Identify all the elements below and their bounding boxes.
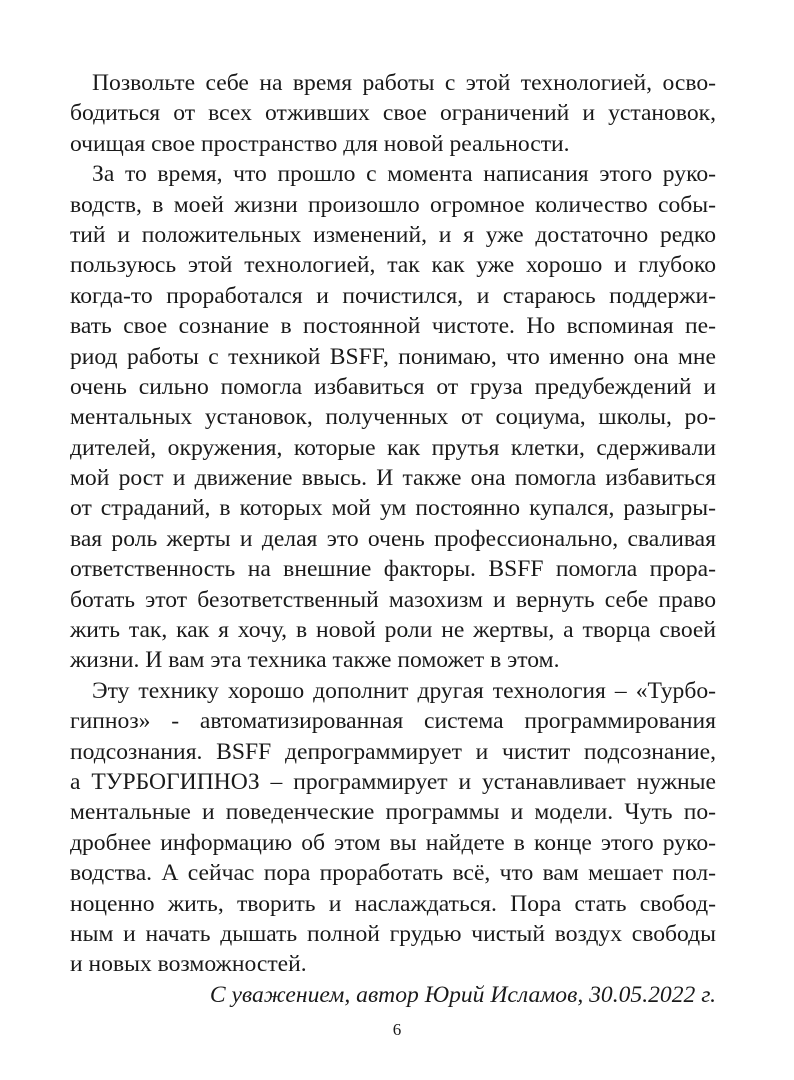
text-line: водства. А сейчас пора проработать всё, что вам мешает пол- (70, 860, 716, 887)
author-signature: С уважением, автор Юрий Исламов, 30.05.2022 г. (209, 981, 716, 1008)
page-number: 6 (392, 1020, 402, 1039)
text-line: ментальных установок, полученных от социума, школы, ро- (70, 404, 716, 431)
text-line: и новых возможностей. (70, 951, 307, 978)
text-line: жизни. И вам эта техника также поможет в этом. (70, 647, 560, 674)
text-line: вать свое сознание в постоянной чистоте. Но вспоминая пе- (70, 313, 716, 340)
text-line: очень сильно помогла избавиться от груза предубеждений и (70, 373, 716, 400)
text-line: гипноз» - автоматизированная система программирования (70, 708, 716, 735)
text-line: пользуюсь этой технологией, так как уже хорошо и глубоко (70, 252, 716, 279)
text-line: ноценно жить, творить и наслаждаться. Пора стать свобод- (70, 890, 716, 917)
text-line: водств, в моей жизни произошло огромное количество собы- (70, 191, 716, 218)
text-line: от страданий, в которых мой ум постоянно купался, разыгры- (70, 495, 716, 522)
text-line: а ТУРБОГИПНОЗ – программирует и устанавливает нужные (70, 768, 716, 795)
text-line: когда-то проработался и почистился, и стараюсь поддержи- (70, 282, 716, 309)
text-line: бодиться от всех отживших свое ограничений и установок, (70, 100, 716, 127)
paragraph-1 (70, 68, 716, 159)
body-text (70, 68, 716, 1010)
text-line: мой рост и движение ввысь. И также она помогла избавиться (70, 465, 716, 492)
text-line: ботать этот безответственный мазохизм и вернуть себе право (70, 586, 716, 613)
text-line: очищая свое пространство для новой реальности. (70, 130, 570, 157)
text-line: ментальные и поведенческие программы и модели. Чуть по- (70, 799, 716, 826)
text-line: риод работы с техникой BSFF, понимаю, что именно она мне (70, 343, 716, 370)
text-line: подсознания. BSFF депрограммирует и чистит подсознание, (70, 738, 716, 765)
text-line: жить так, как я хочу, в новой роли не жертвы, а творца своей (70, 617, 716, 644)
text-line: За то время, что прошло с момента написания этого руко- (92, 161, 716, 188)
text-line: вая роль жерты и делая это очень профессионально, сваливая (70, 525, 716, 552)
text-line: тий и положительных изменений, и я уже достаточно редко (70, 221, 716, 248)
text-line: дробнее информацию об этом вы найдете в конце этого руко- (70, 829, 716, 856)
text-line: Позвольте себе на время работы с этой технологией, осво- (92, 70, 716, 96)
text-line: ным и начать дышать полной грудью чистый воздух свободы (70, 920, 716, 947)
paragraph-2 (70, 159, 716, 676)
text-line: Эту технику хорошо дополнит другая технология – «Турбо- (92, 677, 716, 704)
text-line: ответственность на внешние факторы. BSFF помогла прора- (70, 556, 716, 583)
text-line: дителей, окружения, которые как прутья клетки, сдерживали (70, 434, 716, 461)
paragraph-3 (70, 676, 716, 980)
